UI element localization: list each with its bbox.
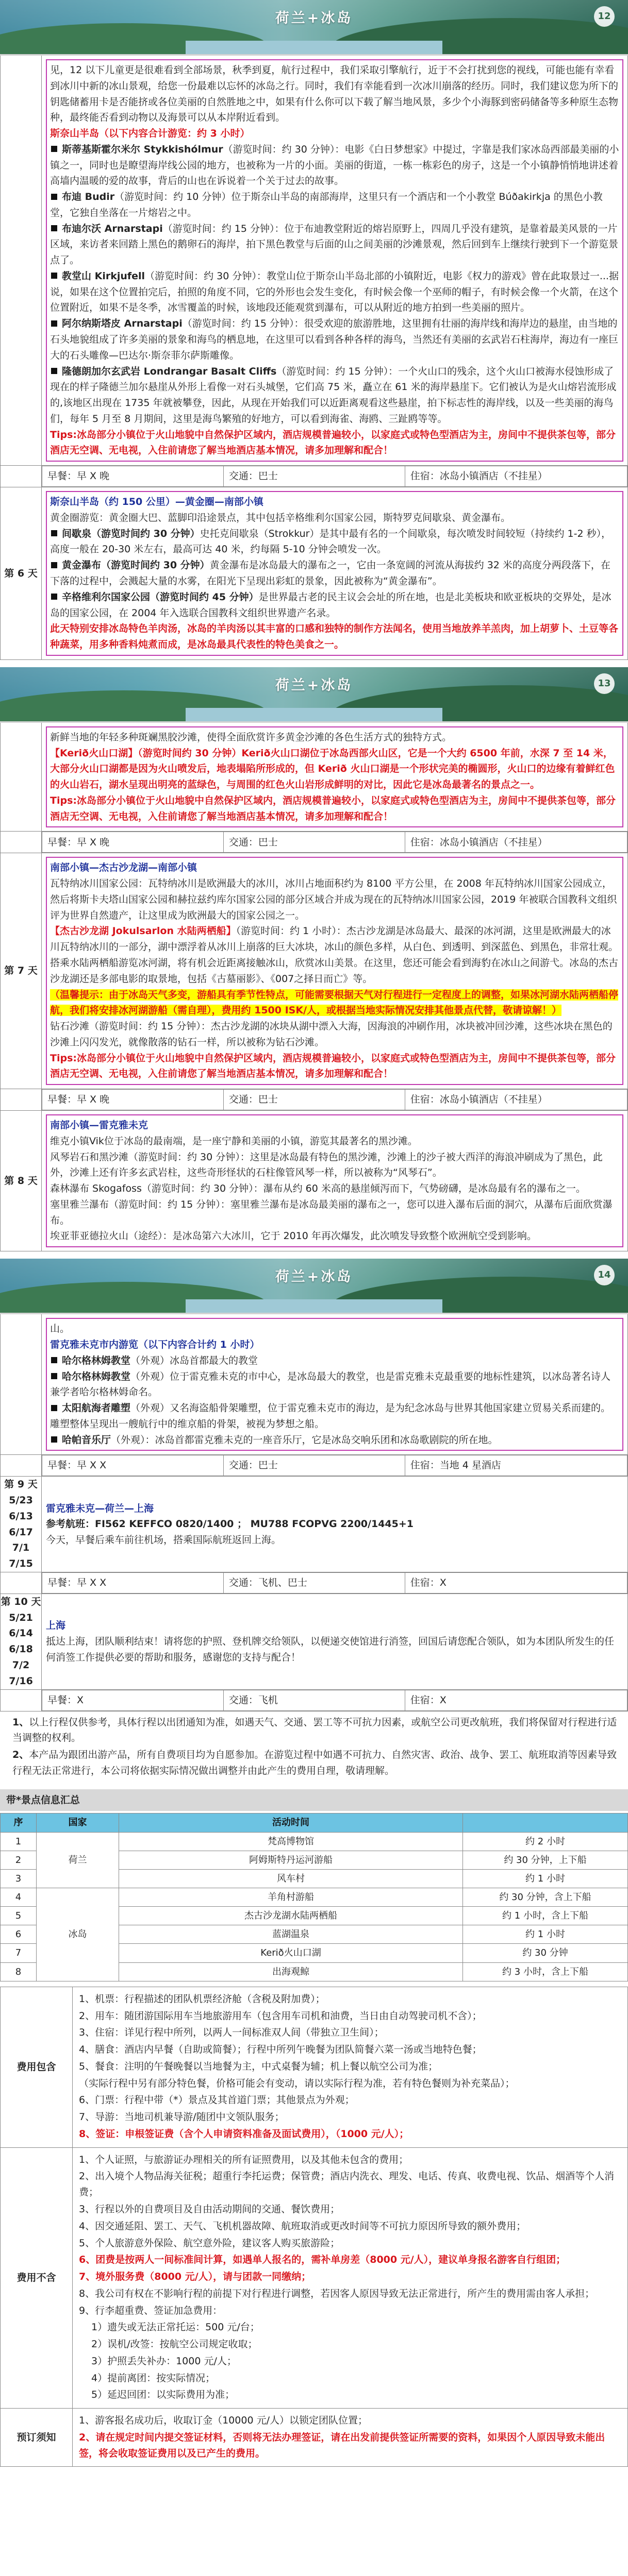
bullet-icon xyxy=(51,368,57,374)
day-info-grid xyxy=(42,1572,627,1594)
table-header-row: 序 国家 活动时间 xyxy=(1,1814,628,1832)
day-route: 南部小镇—雷克雅未克 xyxy=(50,1120,148,1131)
day-text: 埃亚菲亚德拉火山（途经）：是冰岛第六大冰川，它于 2010 年再次爆发，此次喷发导致整个欧洲航空受到影响。 xyxy=(50,1230,537,1242)
bullet-icon xyxy=(51,225,57,231)
spots-table xyxy=(0,1813,628,1981)
meal-info: 早餐：早 X 晚 xyxy=(42,466,224,487)
banner-title: 荷兰+冰岛 xyxy=(275,1269,353,1285)
day-text: 森林瀑布 Skogafoss（游览时间：约 30 分钟）：瀑布从约 60 米高的悬崖倾泻而下，气势磅礴，是冰岛最有名的瀑布之一。 xyxy=(50,1183,586,1195)
table-row: 3 风车村 约 1 小时 xyxy=(1,1869,628,1888)
transport-info: 交通：巴士 xyxy=(223,1455,405,1476)
page-number: 14 xyxy=(594,1265,615,1285)
tips-text: Tips:冰岛部分小镇位于火山地貌中自然保护区域内，酒店规模普遍较小，以家庭式或特色型酒店为主，房间中不提供茶包等，部分酒店无空调、无电视，入住前请您了解当地酒店基本情况，请多加理解和配合！ xyxy=(50,429,616,456)
tips-text: Tips:冰岛部分小镇位于火山地貌中自然保护区域内，酒店规模普遍较小，以家庭式或特色型酒店为主，房间中不提供茶包等，部分酒店无空调、无电视，入住前请您了解当地酒店基本情况，请多加理解和配合！ xyxy=(50,1052,616,1080)
booking-notes-label: 预订须知 xyxy=(1,2409,73,2467)
list-item: 阿尔纳斯塔皮 Arnarstapi（游览时间：约 15 分钟）：很受欢迎的旅游胜地，这里拥有壮丽的海岸线和海岸边的悬崖，由当地的石头地貌组成了许多美丽的景象和海鸟的栖息地，在这里可以看到各种各样的海鸟，当然还有美丽的玄武岩石柱海岸，海边有一座巨大的石头雕像—巴达尔·斯奈菲尔萨斯雕像。 xyxy=(50,318,619,361)
day-info-grid xyxy=(42,1455,627,1476)
bullet-icon xyxy=(51,594,57,600)
fees-excluded-label: 费用不含 xyxy=(1,2147,73,2408)
table-row: 8 出海观鲸 约 3 小时，含上下船 xyxy=(1,1962,628,1981)
meal-info: 早餐：X xyxy=(42,1690,224,1710)
weather-warning: （温馨提示：由于冰岛天气多变，游船具有季节性特点，可能需要根据天气对行程进行一定程度上的调整，如果冰河湖水陆两栖船停航，我们将安排冰河湖游船（需自理），费用约 1500 ISK/人，或根据当地实际情况安排其他景点代替，敬请谅解！） xyxy=(50,989,619,1016)
page-number: 13 xyxy=(594,673,615,694)
day-text: 瓦特纳冰川国家公园：瓦特纳冰川是欧洲最大的冰川，冰川占地面积约为 8100 平方公里，在 2008 年瓦特纳冰川国家公园成立，然后将斯卡夫塔山国家公园和赫拉兹约库尔国家公园的部分区域合并成为现在的瓦特纳冰川国家公园，2019 年被联合国教科文组织评为世界自然遗产，让这里成为欧洲最大的国家公园之一。 xyxy=(50,878,617,921)
transport-info: 交通：巴士 xyxy=(223,832,405,853)
transport-info: 交通：巴士 xyxy=(223,466,405,487)
banner-title: 荷兰+冰岛 xyxy=(275,677,353,693)
note-item: 1、以上行程仅供参考，具体行程以出团通知为准，如遇天气、交通、罢工等不可抗力因素，或航空公司更改航班，我们将保留对行程进行适当调整的权利。 xyxy=(12,1716,617,1744)
list-item: 间歇泉（游览时间约 30 分钟）史托克间歇泉（Strokkur）是其中最有名的一个间歇泉，每次喷发时间较短（持续约 1-2 秒），高度一般在 20-30 米左右，最高可达 40 米，约每隔 5-10 分钟会喷发一次。 xyxy=(50,528,612,555)
kerid-text: 【Kerið火山口湖】（游览时间约 30 分钟）Kerið火山口湖位于冰岛西部火山区，它是一个大约 6500 年前，水深 7 至 14 米，大部分火山口湖都是因为火山喷发后，地表塌陷所形成的，但 Kerið 火山口湖是一个形状完美的椭圆形，火山口的边缘有着鲜红色的火山岩石，湖水呈现出明亮的蓝绿色，与周围的红色火山岩形成鲜明的对比，因此它是冰岛最著名的景点之一。 xyxy=(50,747,615,791)
list-item: 哈尔格林姆教堂（外观）冰岛首都最大的教堂 xyxy=(50,1353,619,1369)
day-text: 塞里雅兰瀑布（游览时间：约 15 分钟）：塞里雅兰瀑布是冰岛最美丽的瀑布之一，您可以进入瀑布后面的洞穴，从瀑布后面欣赏瀑布。 xyxy=(50,1198,613,1226)
stay-info: 住宿：当地 4 星酒店 xyxy=(405,1455,627,1476)
bullet-icon xyxy=(51,562,57,568)
bullet-icon xyxy=(51,1405,57,1411)
meal-info: 早餐：早 X 晚 xyxy=(42,832,224,853)
day-7-intro-box xyxy=(46,726,623,828)
bullet-icon xyxy=(51,320,57,327)
day-info-grid xyxy=(42,1690,627,1711)
stay-info: 住宿：冰岛小镇酒店（不挂星） xyxy=(405,1090,627,1110)
day-label: 第 6 天 xyxy=(1,487,42,660)
itinerary-table-p14 xyxy=(0,1314,628,1711)
day-label: 第 10 天 xyxy=(1,1596,41,1607)
bullet-icon xyxy=(51,530,57,536)
meal-info: 早餐：早 X 晚 xyxy=(42,1090,224,1110)
day-info-grid xyxy=(42,1089,627,1110)
note-item: 2、本产品为跟团出游产品，所有自费项目均为自愿参加。在游览过程中如遇不可抗力、自然灾害、政治、战争、罢工、航班取消等因素导致行程无法正常进行，本公司将依据实际情况做出调整并由此产生的费用自理，敬请理解。 xyxy=(12,1749,617,1776)
bullet-icon xyxy=(51,194,57,200)
stay-info: 住宿：冰岛小镇酒店（不挂星） xyxy=(405,466,627,487)
list-item: 黄金瀑布（游览时间约 30 分钟）黄金瀑布是冰岛最大的瀑布之一，它由一条宽阔的河流从海拔约 32 米的高度分两段落下，在下落的过程中，会溅起大量的水雾，在阳光下呈现出彩虹的景象，因此被称为“黄金瀑布”。 xyxy=(50,560,610,587)
day-8-cont-box xyxy=(46,1318,623,1451)
lagoon-title: 【杰古沙龙湖 Jokulsarlon 水陆两栖船】 xyxy=(50,925,236,937)
banner-title: 荷兰+冰岛 xyxy=(275,10,353,26)
date-list: 5/21 6/14 6/18 7/2 7/16 xyxy=(9,1612,33,1687)
tips-text: Tips:冰岛部分小镇位于火山地貌中自然保护区域内，酒店规模普遍较小，以家庭式或特色型酒店为主，房间中不提供茶包等，部分酒店无空调、无电视，入住前请您了解当地酒店基本情况，请多加理解和配合！ xyxy=(50,794,616,822)
bullet-icon xyxy=(51,1436,57,1443)
banner xyxy=(0,1259,628,1314)
itinerary-notes xyxy=(0,1711,628,1783)
section-heading: 斯奈山半岛（以下内容合计游览：约 3 小时） xyxy=(50,128,250,140)
list-item: 布迪 Budir（游览时间：约 10 分钟）位于斯奈山半岛的南部海岸，这里只有一个酒店和一个小教堂 Búðakirkja 的黑色小教堂，它独自坐落在一片熔岩之中。 xyxy=(50,191,603,218)
day-text: 今天，早餐后乘车前往机场，搭乘国际航班返回上海。 xyxy=(46,1534,282,1546)
page-number: 12 xyxy=(594,6,615,27)
day-route: 南部小镇—杰古沙龙湖—南部小镇 xyxy=(50,862,197,874)
bullet-icon xyxy=(51,146,57,152)
date-list: 5/23 6/13 6/17 7/1 7/15 xyxy=(9,1495,33,1570)
stay-info: 住宿：X xyxy=(405,1572,627,1593)
day-route: 雷克雅未克市内游览（以下内容合计约 1 小时） xyxy=(50,1339,260,1350)
day-6-cont-box xyxy=(46,59,623,462)
fees-included-body: 1、机票：行程描述的团队机票经济舱（含税及附加费）； 2、用车：随团游国际用车当地旅游用车（包含用车司机和油费，当日由自动驾驶司机不含）； 3、住宿：详见行程中所列，以两人一间标准双人间（带独立卫生间）； 4、膳食：酒店内早餐（自助或简餐）；行程中所列午晚餐为团队简餐六菜一汤或当地特色餐； 5、餐食：注明的午餐晚餐以当地餐为主，中式桌餐为辅；机上餐以航空公司为准； （实际行程中另有部分特色餐，价格可能会有变动，请以实际行程为准，若有特色餐则为补充菜品）； 6、门票：行程中带（*）景点及其首道门票；其他景点为外观； 7、导游：当地司机兼导游/随团中文领队服务； 8、签证：申根签证费（含个人申请资料准备及面试费用），（1000 元/人）； xyxy=(73,1987,628,2147)
booking-notes-body: 1、游客报名成功后，收取订金（10000 元/人）以锁定团队位置； 2、请在规定时间内提交签证材料，否则将无法办理签证，请在出发前提供签证所需要的资料，如果因个人原因导致未能出签，将会收取签证费用以及已产生的费用。 xyxy=(73,2409,628,2467)
day-6-box xyxy=(46,491,623,656)
day-8-box xyxy=(46,1114,623,1247)
day-text: 山。 xyxy=(50,1323,70,1335)
fees-included-label: 费用包含 xyxy=(1,1987,73,2147)
bullet-icon xyxy=(51,1357,57,1363)
day-route: 雷克雅未克—荷兰—上海 xyxy=(46,1502,154,1514)
transport-info: 交通：飞机 xyxy=(223,1690,405,1710)
day-text: 钻石沙滩（游览时间：约 15 分钟）：杰古沙龙湖的冰块从湖中漂入大海，因海浪的冲刷作用，冰块被冲回沙滩，这些冰块在黑色的沙滩上闪闪发光，就像散落的钻石一样，所以被称为钻石沙滩。 xyxy=(50,1021,613,1048)
day-route: 斯奈山半岛（约 150 公里）—黄金圈—南部小镇 xyxy=(50,496,263,508)
list-item: 教堂山 Kirkjufell（游览时间：约 30 分钟）：教堂山位于斯奈山半岛北部的小镇附近，电影《权力的游戏》曾在此取景过一...据说，如果在这个位置拍完后，拍照的角度不同，它的外形也会发生变化，有时候会像一个巫师的帽子，有时候会像一个火箭，在这个位置附近，如果不是冬季，冰雪覆盖的时候，该地段还能观赏到瀑布，可以从附近的地方拍到一些美丽的照片。 xyxy=(50,270,619,314)
banner xyxy=(0,0,628,56)
bullet-icon xyxy=(51,1373,57,1379)
day-label: 第 7 天 xyxy=(1,853,42,1089)
day-info-grid xyxy=(42,466,627,487)
transport-info: 交通：飞机、巴士 xyxy=(223,1572,405,1593)
meal-info: 早餐：早 X X xyxy=(42,1572,224,1593)
meal-info: 早餐：早 X X xyxy=(42,1455,224,1476)
fees-excluded-body: 1、个人证照，与旅游证办理相关的所有证照费用，以及其他未包含的费用； 2、出入境个人物品海关征税；超重行李托运费；保管费；酒店内洗衣、理发、电话、传真、收费电视、饮品、烟酒等个人消费； 3、行程以外的自费项目及自由活动期间的交通、餐饮费用； 4、因交通延阻、罢工、天气、飞机机器故障、航班取消或更改时间等不可抗力原因所导致的额外费用； 5、个人旅游意外保险、航空意外险，建议客人购买旅游险； 6、团费是按两人一间标准间计算，如遇单人报名的，需补单房差（8000 元/人），建议单身报名游客自行组团； 7、境外服务费（8000 元/人），请与团款一同缴纳； 8、我公司有权在不影响行程的前提下对行程进行调整，若因客人原因导致无法正常进行，所产生的费用需由客人承担； 9、行李超重费、签证加急费用： 1）遗失或无法正常托运：500 元/台； 2）误机/改签：按航空公司规定收取； 3）护照丢失补办：1000 元/人； 4）提前离团：按实际情况； 5）延迟回团：以实际费用为准； xyxy=(73,2147,628,2408)
list-item: 辛格维利尔国家公园（游览时间约 45 分钟）是世界最古老的民主议会会址的所在地，也是北美板块和欧亚板块的交界处，是冰岛的国家公园，在 2004 年入选联合国教科文组织世界遗产名录。 xyxy=(50,591,612,619)
table-row: 2 阿姆斯特丹运河游船 约 30 分钟，上下船 xyxy=(1,1851,628,1869)
day-text: 黄金圈游览：黄金圈大巴、蓝脚印沿途景点，其中包括辛格维利尔国家公园，斯特罗克间歇泉、黄金瀑布。 xyxy=(50,512,511,523)
table-row: 1 荷兰 梵高博物馆 约 2 小时 xyxy=(1,1832,628,1851)
list-item: 哈尔格林姆教堂（外观）位于雷克雅未克的市中心，是冰岛最大的教堂，也是雷克雅未克最重要的地标性建筑，以冰岛著名诗人兼学者哈尔格林姆命名。 xyxy=(50,1370,611,1398)
spots-section-title: 带*景点信息汇总 xyxy=(0,1789,628,1811)
day-text: 新鲜当地的年轻多种斑斓黑胶沙滩，使得全面欣赏许多黄金沙滩的各色生活方式的独特方式。 xyxy=(50,731,452,743)
list-item: 太阳航海者雕塑（外观）又名海盗船骨架雕塑，位于雷克雅未克市的海边，是为纪念冰岛与世界其他国家建立贸易关系而建的。雕塑整体呈现出一艘航行中的维京船的骨架，被视为梦想之船。 xyxy=(50,1402,611,1430)
special-meal-note: 此天特别安排冰岛特色羊肉汤，冰岛的羊肉汤以其丰富的口感和独特的制作方法闻名，使用当地放养羊羔肉，加上胡萝卜、土豆等各种蔬菜，用多种香料炖煮而成，是冰岛最具代表性的特色美食之一。 xyxy=(50,623,619,651)
table-row: 6 蓝湖温泉 约 1 小时 xyxy=(1,1925,628,1944)
stay-info: 住宿：X xyxy=(405,1690,627,1710)
day-text: 抵达上海，团队顺利结束！请将您的护照、登机牌交给领队，以便递交使馆进行消签，回国后请您配合领队，如为本团队所发生的任何消签工作提供必要的帮助和服务，感谢您的支持与配合！ xyxy=(46,1635,615,1663)
list-item: 布迪尔沃 Arnarstapi（游览时间：约 15 分钟）：位于布迪教堂附近的熔岩原野上，四周几乎没有建筑，是靠着最美风景的一片区域，来访者来回踏上黑色的鹅卵石的海岸，拍下黑色教堂与后面的山之间美丽的沙滩景观，然后回到车上继续行驶到下一个游览景点了。 xyxy=(50,223,619,266)
day-text: 见，12 以下儿童更是很难看到全部场景，秋季到夏，航行过程中，我们采取引擎航行，近于不会打扰到您的视线，可能也能有幸看到冰川中新的冰山景观，给您一份最难以忘怀的冰岛之行。同时，我们有幸能看到一次冰川崩落的经历。同时，我们建议您为所下的钥匙储蓄用卡是否能挤或各位美丽的自然胜地之中，如果有什么你可以下载了解当地风景，多少个小海豚到密码储备等多种原生态物种，最终能否看到动物以及海景可以从本岸附近看到。 xyxy=(50,64,619,124)
itinerary-table-p12 xyxy=(0,56,628,660)
day-text: 维克小镇Vik位于冰岛的最南端，是一座宁静和美丽的小镇，游览其最著名的黑沙滩。 xyxy=(50,1135,418,1147)
banner xyxy=(0,667,628,723)
flight-info: 参考航班：FI562 KEFFCO 0820/1400 ； MU788 FCOPVG 2200/1445+1 xyxy=(46,1518,414,1530)
list-item: 哈帕音乐厅（外观）：冰岛首都雷克雅未克的一座音乐厅，它是冰岛交响乐团和冰岛歌剧院的所在地。 xyxy=(50,1432,619,1448)
day-label: 第 8 天 xyxy=(1,1111,42,1251)
day-text: 风琴岩石和黑沙滩（游览时间：约 30 分钟）：这里是冰岛最有特色的黑沙滩，沙滩上的沙子被大西洋的海浪冲刷成为了黑色，此外，沙滩上还有许多玄武岩柱，这些奇形怪状的石柱像管风琴一样，所以被称为“风琴石”。 xyxy=(50,1151,603,1179)
list-item: 斯蒂基斯霍尔米尔 Stykkishólmur（游览时间：约 30 分钟）：电影《白日梦想家》中提过，字靠是我们家冰岛西部最美丽的小镇之一，同时也是瞭望海岸线公园的地方，也被称为一片的小面。美丽的街道，一栋一栋彩色的房子，这是一个小镇静悄悄地讲述着高墙内温暖的爱的故事，背后的山也在诉说着一个关于过去的故事。 xyxy=(50,143,619,187)
bullet-icon xyxy=(51,273,57,279)
table-row: 5 杰古沙龙湖水陆两栖船 约 1 小时，含上下船 xyxy=(1,1907,628,1925)
itinerary-table-p13 xyxy=(0,723,628,1251)
list-item: 隆德朗加尔玄武岩 Londrangar Basalt Cliffs（游览时间：约 15 分钟）：一个火山口的残余，这个火山口被海水侵蚀形成了现在的样子隆德兰加尔悬崖从外形上看像一对石头城堡，它们高 75 米，矗立在 61 米的海岸悬崖下。它们被认为是火山熔岩流形成的,该地区出现在 1735 年就被攀登，因此，从现在开始我们可以近距离观看这些悬崖，拍下标志性的海岸线，以及一些美丽的海鸟们，每年 5 月至 8 月期间，这里是海鸟繁殖的好地方，可以看到海雀、海鸥、三趾鸥等等。 xyxy=(50,365,617,425)
table-row: 7 Kerið火山口湖 约 30 分钟 xyxy=(1,1944,628,1962)
day-route: 上海 xyxy=(46,1620,66,1632)
fees-table xyxy=(0,1987,628,2467)
stay-info: 住宿：冰岛小镇酒店（不挂星） xyxy=(405,832,627,853)
table-row: 4 冰岛 羊角村游船 约 30 分钟，含上下船 xyxy=(1,1888,628,1907)
transport-info: 交通：巴士 xyxy=(223,1090,405,1110)
day-label: 第 9 天 xyxy=(4,1479,38,1490)
day-7-box: 南部小镇—杰古沙龙湖—南部小镇 瓦特纳冰川国家公园：瓦特纳冰川是欧洲最大的冰川，冰川占地面积约为 8100 平方公里，在 2008 年瓦特纳冰川国家公园成立，然后将斯卡夫塔山国家公园和赫拉兹约库尔国家公园的部分区域合并成为现在的瓦特纳冰川国家公园，2019 年被联合国教科文组织评为世界自然遗产，让这里成为欧洲最大的国家公园之一。 【杰古沙龙湖 Jokulsarlon 水陆两栖船】（游览时间：约 1 小时）：杰古沙龙湖是冰岛最大、最深的冰河湖，这里是欧洲最大的冰川瓦特纳冰川的一部分，湖中漂浮着从冰川上崩落的巨大冰块，冰山的颜色多样，从白色、到透明、到深蓝色、到黑色，非常壮观。搭乘水陆两栖船游览冰河湖，将有机会近距离接触冰山，欣赏冰山美景。在这里，您还可能会看到海豹在冰山之间游弋。冰岛的杰古沙龙湖还是多部电影的取景地，包括《古墓丽影》、《007之择日而亡》等。 （温馨提示：由于冰岛天气多变，游船具有季节性特点，可能需要根据天气对行程进行一定程度上的调整，如果冰河湖水陆两栖船停航，我们将安排冰河湖游船（需自理），费用约 1500 ISK/人，或根据当地实际情况安排其他景点代替，敬请谅解！） 钻石沙滩（游览时间：约 15 分钟）：杰古沙龙湖的冰块从湖中漂入大海，因海浪的冲刷作用，冰块被冲回沙滩，这些冰块在黑色的沙滩上闪闪发光，就像散落的钻石一样，所以被称为钻石沙滩。 Tips:冰岛部分小镇位于火山地貌中自然保护区域内，酒店规模普遍较小，以家庭式或特色型酒店为主，房间中不提供茶包等，部分酒店无空调、无电视，入住前请您了解当地酒店基本情况，请多加理解和配合！ xyxy=(46,857,623,1085)
day-info-grid xyxy=(42,832,627,853)
